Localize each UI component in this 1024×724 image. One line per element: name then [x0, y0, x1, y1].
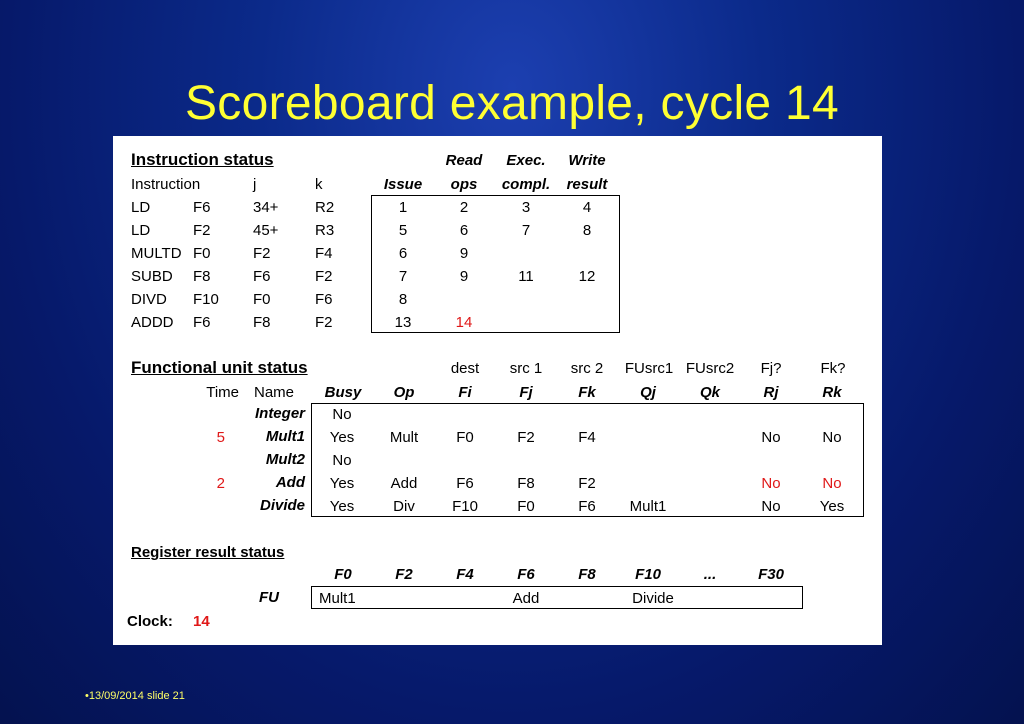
rj-column-header: Rj: [763, 384, 779, 401]
clock-label: Clock:: [127, 613, 173, 630]
fu-fi: F10: [452, 498, 478, 515]
instruction-op: DIVD: [131, 291, 167, 308]
register-header: ...: [703, 566, 717, 583]
instruction-dest: F6: [193, 314, 211, 331]
instruction-k: F6: [315, 291, 333, 308]
read-ops-cycle: 14: [455, 314, 473, 331]
instruction-j: 45+: [253, 222, 279, 239]
issue-cycle: 13: [394, 314, 412, 331]
fj-column-header: Fj: [519, 384, 533, 401]
instruction-j: 34+: [253, 199, 279, 216]
instruction-dest: F0: [193, 245, 211, 262]
instruction-k: F4: [315, 245, 333, 262]
instruction-dest: F6: [193, 199, 211, 216]
register-header: F4: [456, 566, 474, 583]
write-result-cycle: 8: [582, 222, 592, 239]
k-column-header: k: [315, 176, 323, 193]
dest-group-header: dest: [450, 360, 480, 377]
instruction-j: F6: [253, 268, 271, 285]
clock-value: 14: [193, 613, 210, 630]
instruction-j: F0: [253, 291, 271, 308]
read-ops-cycle: 9: [459, 268, 469, 285]
read-ops-cycle: 6: [459, 222, 469, 239]
fu-time: 5: [216, 429, 225, 446]
fu-rk: No: [822, 475, 842, 492]
issue-column-header: Issue: [383, 176, 423, 193]
fu-name: Add: [275, 474, 305, 491]
instruction-j: F2: [253, 245, 271, 262]
read-group-header: Read: [445, 152, 483, 169]
fusrc2-group-header: FUsrc2: [685, 360, 735, 377]
register-result-status-heading: Register result status: [131, 544, 285, 561]
fu-rk: No: [822, 429, 842, 446]
slide-title: Scoreboard example, cycle 14: [184, 77, 840, 130]
qk-column-header: Qk: [699, 384, 720, 401]
fu-busy: Yes: [329, 475, 355, 492]
issue-cycle: 7: [398, 268, 408, 285]
fu-time: 2: [216, 475, 225, 492]
rk-column-header: Rk: [822, 384, 842, 401]
fu-row-label: FU: [259, 589, 279, 606]
instruction-dest: F10: [193, 291, 219, 308]
result-column-header: result: [566, 176, 608, 193]
name-column-header: Name: [254, 384, 295, 401]
register-result-box: [311, 586, 803, 609]
time-column-header: Time: [206, 384, 239, 401]
fu-rk: Yes: [819, 498, 845, 515]
instruction-column-header: Instruction: [131, 176, 201, 193]
slide-footer: •13/09/2014 slide 21: [85, 690, 185, 702]
src2-group-header: src 2: [570, 360, 604, 377]
register-header: F6: [517, 566, 535, 583]
fk-column-header: Fk: [578, 384, 596, 401]
register-header: F10: [635, 566, 661, 583]
register-fu-value: Mult1: [319, 590, 356, 607]
fu-rj: No: [761, 475, 781, 492]
op-column-header: Op: [393, 384, 415, 401]
instruction-dest: F2: [193, 222, 211, 239]
instruction-status-heading: Instruction status: [131, 150, 274, 169]
instruction-op: LD: [131, 222, 151, 239]
register-header: F2: [395, 566, 413, 583]
fu-op: Mult: [389, 429, 419, 446]
fu-busy: No: [332, 452, 352, 469]
instruction-op: LD: [131, 199, 151, 216]
fu-fk: F4: [578, 429, 596, 446]
instruction-op: SUBD: [131, 268, 173, 285]
fu-fk: F2: [578, 475, 596, 492]
fu-fj: F8: [517, 475, 535, 492]
fj-group-header: Fj?: [760, 360, 782, 377]
exec-complete-cycle: 11: [518, 268, 534, 285]
fu-op: Div: [393, 498, 415, 515]
fu-fk: F6: [578, 498, 596, 515]
write-result-cycle: 4: [582, 199, 592, 216]
fusrc1-group-header: FUsrc1: [624, 360, 674, 377]
fu-fi: F6: [456, 475, 474, 492]
instruction-k: R2: [315, 199, 335, 216]
ops-column-header: ops: [450, 176, 478, 193]
fu-rj: No: [761, 498, 781, 515]
fu-name: Mult2: [265, 451, 305, 468]
instruction-k: F2: [315, 314, 333, 331]
exec-group-header: Exec.: [506, 152, 546, 169]
src1-group-header: src 1: [509, 360, 543, 377]
issue-cycle: 1: [398, 199, 408, 216]
j-column-header: j: [253, 176, 257, 193]
fu-fj: F0: [517, 498, 535, 515]
register-header: F0: [334, 566, 352, 583]
instruction-k: R3: [315, 222, 335, 239]
read-ops-cycle: 2: [459, 199, 469, 216]
busy-column-header: Busy: [324, 384, 362, 401]
scoreboard-panel: [113, 136, 882, 645]
register-fu-value: Add: [512, 590, 540, 607]
fu-rj: No: [761, 429, 781, 446]
qj-column-header: Qj: [640, 384, 656, 401]
fu-name: Mult1: [265, 428, 305, 445]
fu-qj: Mult1: [629, 498, 667, 515]
exec-complete-cycle: 7: [521, 222, 531, 239]
issue-cycle: 5: [398, 222, 408, 239]
register-header: F30: [758, 566, 784, 583]
fi-column-header: Fi: [458, 384, 472, 401]
fk-group-header: Fk?: [820, 360, 846, 377]
fu-fj: F2: [517, 429, 535, 446]
fu-name: Integer: [254, 405, 305, 422]
fu-name: Divide: [259, 497, 305, 514]
instruction-op: MULTD: [131, 245, 182, 262]
register-header: F8: [578, 566, 596, 583]
read-ops-cycle: 9: [459, 245, 469, 262]
instruction-op: ADDD: [131, 314, 174, 331]
fu-op: Add: [390, 475, 418, 492]
write-group-header: Write: [568, 152, 606, 169]
write-result-cycle: 12: [578, 268, 596, 285]
issue-cycle: 6: [398, 245, 408, 262]
instruction-j: F8: [253, 314, 271, 331]
fu-busy: Yes: [329, 498, 355, 515]
instruction-dest: F8: [193, 268, 211, 285]
instruction-k: F2: [315, 268, 333, 285]
functional-unit-status-heading: Functional unit status: [131, 358, 308, 377]
issue-cycle: 8: [398, 291, 408, 308]
register-fu-value: Divide: [632, 590, 674, 607]
fu-busy: No: [332, 406, 352, 423]
fu-busy: Yes: [329, 429, 355, 446]
exec-complete-cycle: 3: [521, 199, 531, 216]
fu-fi: F0: [456, 429, 474, 446]
compl-column-header: compl.: [501, 176, 551, 193]
